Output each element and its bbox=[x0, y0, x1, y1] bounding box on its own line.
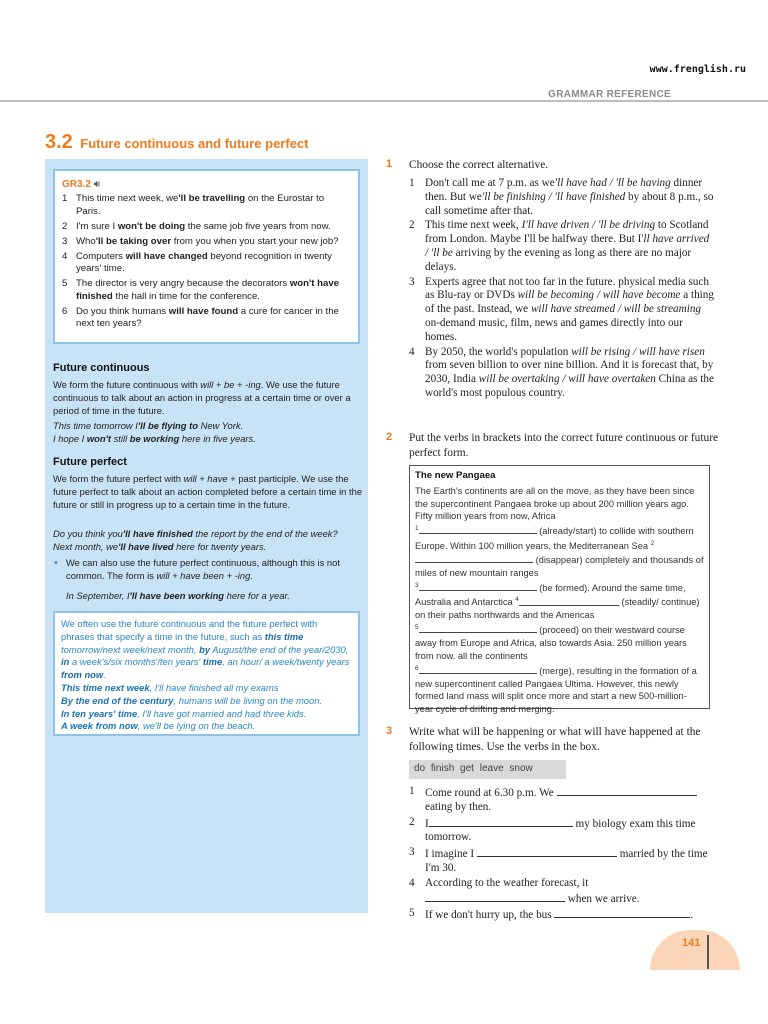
answer-choice[interactable]: will be becoming / will have become bbox=[517, 289, 681, 302]
exercise-1-item: 1 Don't call me at 7 p.m. as we'll have had / 'll be having dinner then. But we'll be finishing / 'll have finished by about 8 p.m., so call sometime after that. bbox=[409, 177, 714, 217]
time-expressions-box: We often use the future continuous and the future perfect with phrases that specify a time in the future, such as this time tomorrow/next week/next month, by August/the end of the year/2030, in a week's/six months'/ten years' time, an hour/ a week/twenty years from now. This time next week, I'll have finished all my exams By the end of the century, humans will be living on the moon. In ten years' time, I'll have got married and had three kids. A week from now, we'll be lying on the beach. bbox=[53, 611, 360, 736]
verb-word-box bbox=[409, 760, 566, 779]
page-edge-bar bbox=[707, 935, 709, 969]
grammar-examples-list bbox=[62, 193, 348, 331]
answer-blank[interactable] bbox=[425, 891, 565, 902]
exercise-1-item: 4 By 2050, the world's population will be rising / will have risen from seven billion to over nine billion. And it is forecast that, by 2030, India will be overtaking / will have overtaken China as the world's most populous country. bbox=[409, 345, 714, 399]
exercise-2-instruction: Put the verbs in brackets into the correct future continuous or future perfect form. bbox=[409, 432, 719, 459]
word-box-item: finish bbox=[430, 763, 455, 774]
list-item: 2 I'm sure I won't be doing the same job five years from now. bbox=[62, 220, 331, 232]
pangaea-text-box: The new Pangaea The Earth's continents are all on the move, as they have been since the supercontinent Pangaea broke up about 200 million years ago. Fifty million years from now, Africa $^1$ (already/start) to collide with southern Europe. Within 100 million years, the Mediterranean Sea $^2$ (disappear) completely and thousands of miles of new mountain ranges $^3$ (be formed). Around the same time, Australia and Antarctica $^4$ (steadily/ continue) on their paths northwards and the Americas $^5$ (proceed) on their westward course away from Europe and Africa, also towards Asia. 250 million years from now. all the continents $^6$ (merge), resulting in the formation of a new supercontinent called Pangaea Ultima. However, this newly formed land mass will split once more and start a new 500-million-year cycle of drifting and merging. bbox=[409, 465, 710, 709]
exercise-3-list bbox=[409, 785, 714, 924]
exercise-2-number: 2 bbox=[386, 431, 393, 443]
gap-2-input[interactable] bbox=[415, 553, 533, 563]
answer-choice[interactable]: will be rising / will have risen bbox=[571, 345, 705, 358]
future-continuous-heading: Future continuous bbox=[53, 362, 150, 374]
future-perfect-example-1: Do you think you'll have finished the report by the end of the week? bbox=[53, 528, 338, 539]
answer-choice[interactable]: I'll have driven / 'll be driving bbox=[521, 219, 656, 232]
section-name: Future continuous and future perfect bbox=[80, 136, 309, 151]
speaker-icon[interactable]: 🔊︎ bbox=[93, 179, 100, 190]
answer-blank[interactable] bbox=[429, 816, 573, 827]
grammar-code bbox=[62, 179, 348, 190]
answer-blank[interactable] bbox=[477, 846, 617, 857]
future-continuous-example-1: This time tomorrow I'll be flying to New York. bbox=[53, 420, 244, 431]
exercise-3-item: 3 I imagine I married by the time I'm 30. bbox=[409, 846, 708, 874]
list-item: 6 Do you think humans will have found a cure for cancer in the next ten years? bbox=[62, 305, 339, 329]
grammar-examples-box bbox=[53, 169, 360, 344]
grammar-code-label: GR3.2 bbox=[62, 179, 91, 190]
gap-5-input[interactable] bbox=[419, 623, 537, 633]
answer-choice[interactable]: ll have arrived / 'll be bbox=[425, 233, 710, 259]
word-box-item: get bbox=[460, 763, 474, 774]
gap-3-input[interactable] bbox=[419, 581, 537, 591]
exercise-3-item: 5 If we don't hurry up, the bus . bbox=[409, 907, 694, 922]
list-item: 1 This time next week, we'll be travelling on the Eurostar to Paris. bbox=[62, 193, 325, 217]
exercise-3-number: 3 bbox=[386, 725, 393, 737]
site-url: www.frenglish.ru bbox=[649, 64, 746, 75]
word-box-item: do bbox=[414, 763, 426, 774]
list-item: 5 The director is very angry because the decorators won't have finished the hall in time for the conference. bbox=[62, 278, 340, 302]
future-perfect-continuous-example: In September, I'll have been working here for a year. bbox=[66, 589, 290, 601]
exercise-3-item: 2 I my biology exam this time tomorrow. bbox=[409, 815, 696, 844]
page-number: 141 bbox=[682, 937, 701, 949]
exercise-3-item: 4 According to the weather forecast, it when we arrive. bbox=[409, 876, 640, 905]
word-box-item: leave bbox=[479, 763, 504, 774]
list-item: 3 Who'll be taking over from you when you start your new job? bbox=[62, 235, 339, 247]
exercise-3-instruction: Write what will be happening or what will have happened at the following times. Use the verbs in the box. bbox=[409, 726, 701, 753]
bullet-icon: • bbox=[54, 557, 58, 569]
grammar-panel bbox=[45, 159, 368, 913]
header-divider bbox=[0, 100, 768, 102]
exercise-3-item: 1 Come round at 6.30 p.m. We eating by then. bbox=[409, 785, 714, 815]
answer-choice[interactable]: 'll be finishing / 'll have finished bbox=[481, 190, 626, 203]
exercise-1-number: 1 bbox=[386, 158, 393, 170]
exercise-1-instruction: Choose the correct alternative. bbox=[409, 159, 549, 171]
section-number: 3.2 bbox=[45, 131, 73, 153]
answer-blank[interactable] bbox=[557, 785, 697, 796]
article-title: The new Pangaea bbox=[415, 470, 496, 481]
answer-blank[interactable] bbox=[554, 907, 690, 918]
running-head: GRAMMAR REFERENCE bbox=[548, 89, 671, 100]
section-title bbox=[45, 131, 309, 154]
page-number-tab bbox=[650, 930, 740, 970]
future-perfect-continuous-note: • We can also use the future perfect continuous, although this is not common. The form is will + have been + -ing. In September, I'll have been working here for a year. bbox=[53, 557, 363, 602]
future-perfect-explanation: We form the future perfect with will + have + past participle. We use the future perfect to talk about an action completed before a certain time in the future or still in progress up to a certain time in the future. bbox=[53, 473, 363, 510]
gap-4-input[interactable] bbox=[519, 596, 619, 606]
future-perfect-example-2: Next month, we'll have lived here for twenty years. bbox=[53, 541, 267, 552]
answer-choice[interactable]: will be overtaking / will have overtaken bbox=[478, 373, 656, 386]
future-perfect-heading: Future perfect bbox=[53, 456, 127, 468]
word-box-item: snow bbox=[509, 763, 533, 774]
exercise-1-item: 3 Experts agree that not too far in the future. physical media such as Blu-ray or DVDs will be becoming / will have become a thing of the past. Instead, we will have streamed / will be streaming on-demand music, film, news and games directly into our homes. bbox=[409, 275, 714, 343]
exercise-1-list bbox=[409, 177, 714, 402]
future-continuous-explanation: We form the future continuous with will + be + -ing. We use the future continuous to talk about an action in progress at a certain time or over a period of time in the future. bbox=[53, 379, 351, 416]
list-item: 4 Computers will have changed beyond recognition in twenty years' time. bbox=[62, 250, 332, 274]
future-continuous-example-2: I hope I won't still be working here in five years. bbox=[53, 433, 256, 444]
exercise-1-item: 2 This time next week, I'll have driven / 'll be driving to Scotland from London. Maybe I'll be halfway there. But I'll have arrived / 'll be arriving by the evening as long as there are no major delays. bbox=[409, 219, 710, 273]
gap-6-input[interactable] bbox=[419, 664, 537, 674]
gap-1-input[interactable] bbox=[419, 524, 537, 534]
answer-choice[interactable]: will have streamed / will be streaming bbox=[530, 303, 702, 316]
answer-choice[interactable]: 'll have had / 'll be having bbox=[554, 177, 671, 189]
